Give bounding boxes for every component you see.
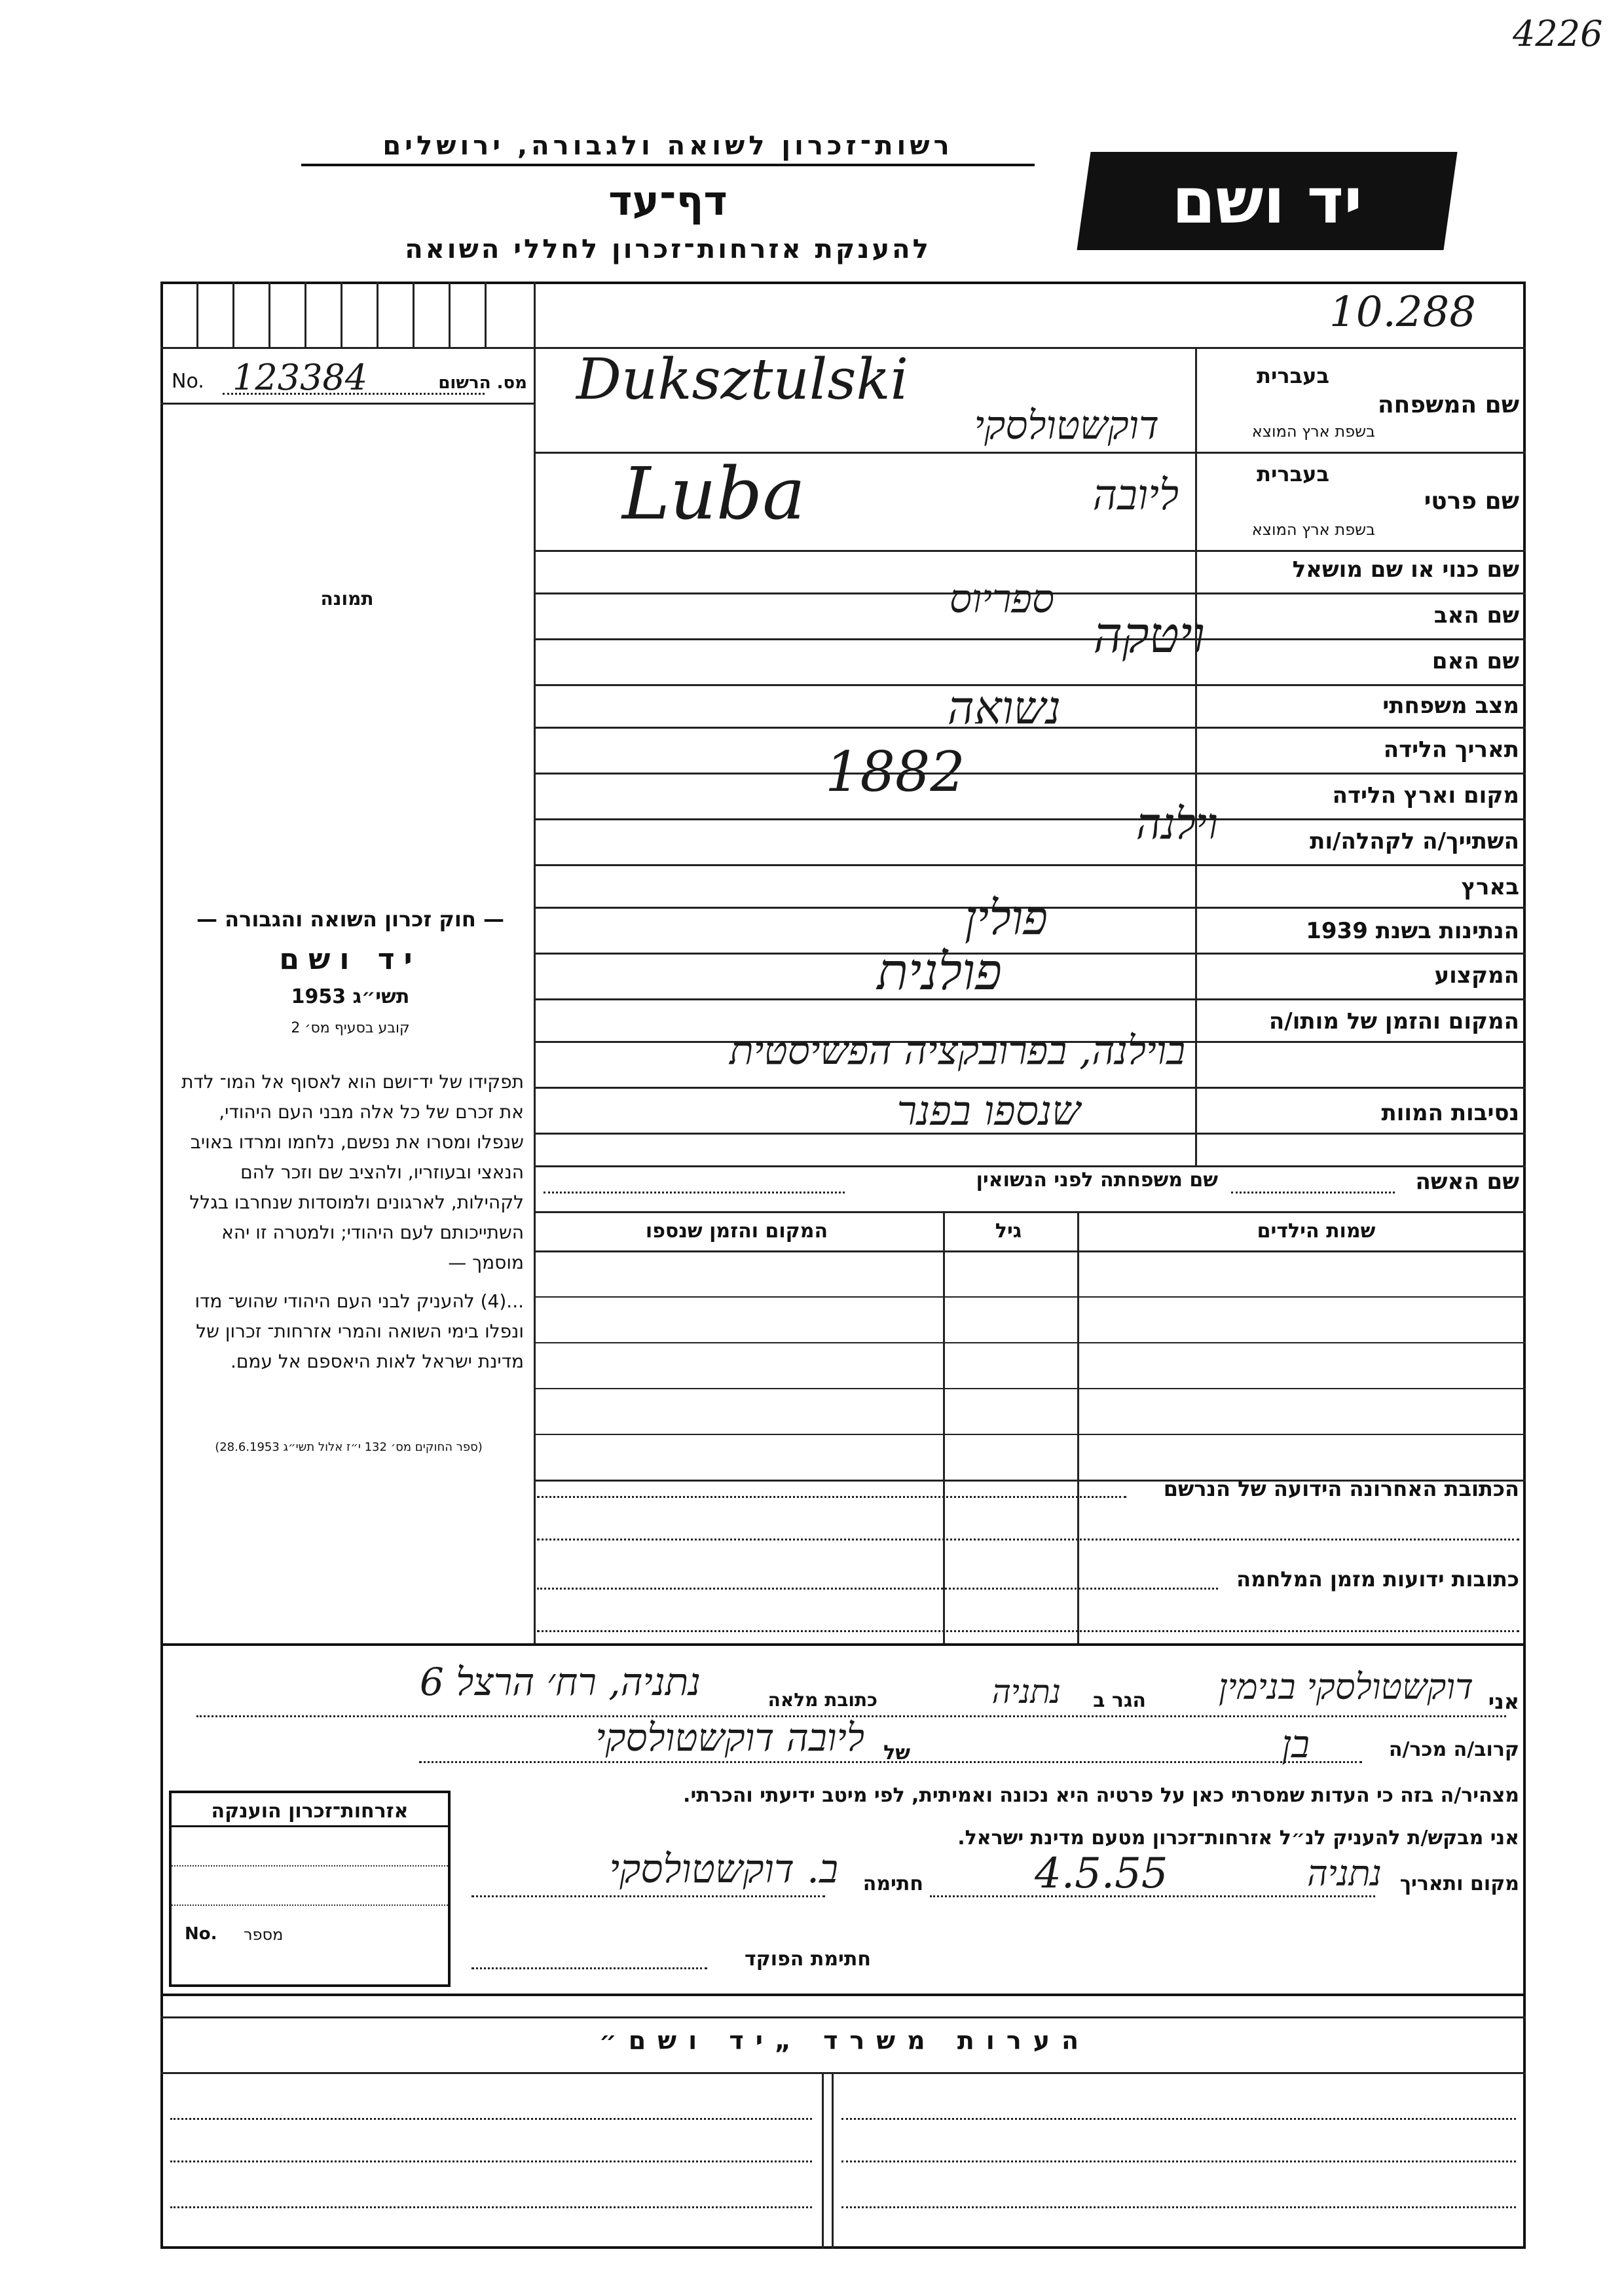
decl-line1: מצהיר/ה בזה כי העדות שמסרתי כאן על פרטיה היא נכונה ואמיתית, לפי מיטב ידיעתי והכרתי. xyxy=(683,1784,1519,1807)
remarks-title: הערות משרד „יד ושם״ xyxy=(599,2026,1091,2055)
label-birth-date: תאריך הלידה xyxy=(1383,737,1519,763)
file-number: 10.288 xyxy=(1329,288,1476,337)
decl-full-address-label: כתובת מלאה xyxy=(767,1689,877,1711)
label-death-circumstances: נסיבות המוות xyxy=(1381,1100,1519,1126)
citizenship-box xyxy=(169,1791,451,1987)
law-source: (ספר החוקים מס׳ 132 י״ז אלול תשי״ג 28.6.1953) xyxy=(215,1440,483,1454)
decl-place-date-label: מקום ותאריך xyxy=(1399,1872,1519,1895)
label-first-name: שם פרטי xyxy=(1424,488,1519,515)
label-origin-lang-2: בשפת ארץ המוצא xyxy=(1251,520,1375,539)
hw-date-signed: 4.5.55 xyxy=(1035,1850,1168,1898)
hw-relation-of: ליובה דוקשטולסקי xyxy=(595,1715,864,1760)
law-year: תשי״ג 1953 xyxy=(291,985,410,1008)
label-community: השתייך/ה לקהלה/ות xyxy=(1310,828,1519,854)
label-last-address: הכתובת האחרונה הידועה של הנרשם xyxy=(1163,1476,1519,1501)
reg-no-label-hebrew: מס. הרשום xyxy=(438,373,527,393)
label-profession: המקצוע xyxy=(1434,962,1519,989)
label-in-hebrew-2: בעברית xyxy=(1257,462,1329,486)
label-death-place: המקום והזמן של מותו/ה xyxy=(1268,1008,1519,1034)
label-mother: שם האם xyxy=(1431,648,1519,674)
label-family-name: שם המשפחה xyxy=(1377,392,1519,418)
hw-country: פולין xyxy=(964,890,1048,945)
hw-death-place: בוילנה, בפרובקציה הפשיסטית xyxy=(729,1028,1185,1074)
hw-birth-year: 1882 xyxy=(825,740,965,804)
decl-of-label: של xyxy=(883,1741,910,1764)
header-authority: רשות־זכרון לשואה ולגבורה, ירושלים xyxy=(301,131,1035,166)
decl-line2: אני מבקש/ת להעניק לנ״ל אזרחות־זכרון מטעם מדינת ישראל. xyxy=(957,1827,1519,1850)
header-subtitle: להענקת אזרחות־זכרון לחללי השואה xyxy=(405,234,931,264)
law-clause: קובע בסעיף מס׳ 2 xyxy=(291,1020,410,1036)
hw-witness-address: נתניה, רח׳ הרצל 6 xyxy=(419,1660,701,1704)
label-father: שם האב xyxy=(1433,602,1519,629)
hw-family-latin: Duksztulski xyxy=(576,347,909,412)
hw-mother: ויטקה xyxy=(1093,606,1205,664)
yad-vashem-logo xyxy=(1077,152,1457,250)
decl-signature-label: חתימה xyxy=(862,1872,923,1895)
law-para2: ...(4) להעניק לבני העם היהודי שהוש־ מדו ונפלו בימי השואה והמרי אזרחות־ זכרון של מדינת ישראל לאות היאספם אל עמם. xyxy=(194,1290,524,1372)
hw-death-circumstances: שנספו בפנר xyxy=(896,1087,1080,1135)
label-country: בארץ xyxy=(1461,874,1519,900)
logo-text: יד ושם xyxy=(1172,164,1363,238)
hw-first-latin: Luba xyxy=(622,452,805,536)
hw-birth-place: וילנה xyxy=(1135,799,1218,849)
label-nickname: שם כנוי או שם מושאל xyxy=(1292,556,1519,583)
photo-label: תמונה xyxy=(320,588,374,610)
label-wartime-addresses: כתובות ידועות מזמן המלחמה xyxy=(1236,1567,1519,1592)
hw-relation: בן xyxy=(1282,1722,1310,1766)
hw-signature: ב. דוקשטולסקי xyxy=(609,1846,838,1892)
label-children-names: שמות הילדים xyxy=(1257,1220,1376,1243)
label-marital: מצב משפחתי xyxy=(1382,693,1519,719)
header-title: דף־עד xyxy=(608,177,728,225)
hw-family-hebrew: דוקשטולסקי xyxy=(974,403,1159,448)
reg-no-value: 123384 xyxy=(232,357,368,398)
label-place-time-perished: המקום והזמן שנספו xyxy=(645,1220,828,1243)
hw-witness-city: נתניה xyxy=(991,1673,1061,1711)
label-birth-place: מקום וארץ הלידה xyxy=(1332,782,1519,809)
label-origin-lang-1: בשפת ארץ המוצא xyxy=(1251,422,1375,441)
hw-witness-name: דוקשטולסקי בנימין xyxy=(1218,1666,1473,1707)
hw-first-hebrew: ליובה xyxy=(1092,471,1179,520)
label-wife-name: שם האשה xyxy=(1415,1169,1519,1195)
reg-no-label: No. xyxy=(172,370,204,393)
label-age: גיל xyxy=(995,1220,1022,1243)
hw-marital: נשואה xyxy=(947,681,1061,735)
citizenship-box-title: אזרחות־זכרון הוענקה xyxy=(172,1793,448,1827)
decl-i-label: אני xyxy=(1488,1689,1519,1714)
hw-father: ספריוס xyxy=(949,576,1054,622)
label-maiden-name: שם משפחתה לפני הנשואין xyxy=(976,1169,1218,1192)
law-name: יד ושם xyxy=(279,943,422,976)
decl-resident-label: הגר ב xyxy=(1093,1689,1146,1712)
hw-nationality: פולנית xyxy=(877,943,1002,1002)
citizenship-no-label: No. xyxy=(185,1924,217,1944)
official-signature-label: חתימת הפוקד xyxy=(745,1948,871,1971)
corner-number: 4226 xyxy=(1513,13,1603,54)
law-title: — חוק זכרון השואה והגבורה — xyxy=(196,907,504,932)
law-para1: תפקידו של יד־ושם הוא לאסוף אל המו־ לדת את זכרם של כל אלה מבני העם היהודי, שנפלו ומסרו את נפשם, נלחמו ומרדו באויב הנאצי ובעוזריו, ולהציב שם וזכר להם לקהילות, לארגונים ולמוסדות שנחרבו בגלל השתייכותם לעם היהודי; ולמטרה זו יהא מוסמך — xyxy=(181,1071,524,1273)
label-in-hebrew-1: בעברית xyxy=(1257,363,1329,388)
citizenship-number-label: מספר xyxy=(244,1925,284,1944)
label-nationality: הנתינות בשנת 1939 xyxy=(1306,918,1519,944)
decl-relative-label: קרוב/ה מכר/ה xyxy=(1388,1738,1519,1761)
hw-place-signed: נתניה xyxy=(1307,1853,1382,1894)
